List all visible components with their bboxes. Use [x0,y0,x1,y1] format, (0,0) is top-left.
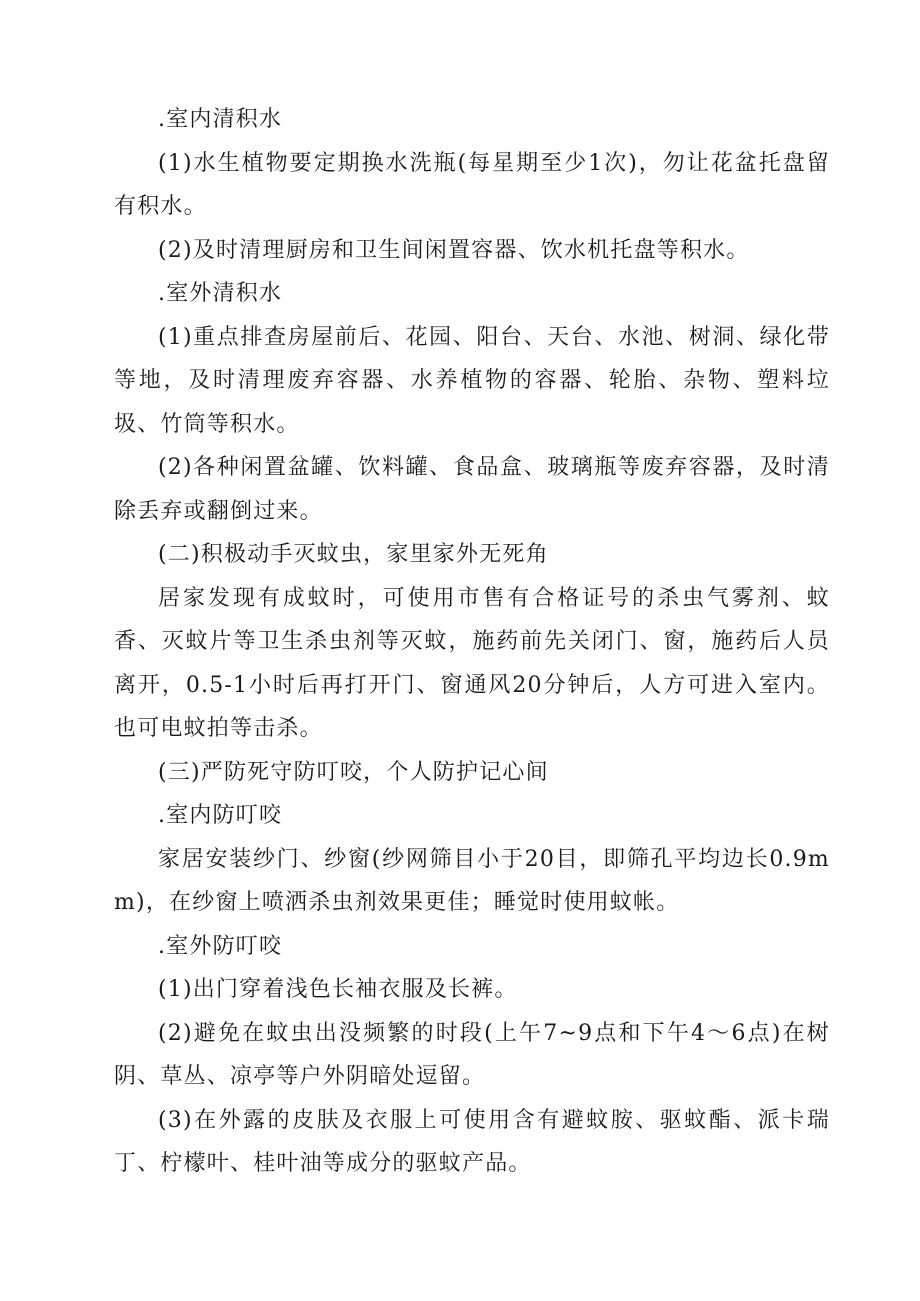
paragraph-aquatic-plants: (1)水生植物要定期换水洗瓶(每星期至少1次)，勿让花盆托盘留有积水。 [114,150,830,219]
paragraph-insecticide-use: 居家发现有成蚊时，可使用市售有合格证号的杀虫气雾剂、蚊香、灭蚊片等卫生杀虫剂等灭蚊，施药前先关闭门、窗，施药后人员离开，0.5-1小时后再打开门、窗通风20分钟后，人方可进入室内。也可电蚊拍等击杀。 [114,585,830,741]
paragraph-repellents: (3)在外露的皮肤及衣服上可使用含有避蚊胺、驱蚊酯、派卡瑞丁、柠檬叶、桂叶油等成分的驱蚊产品。 [114,1107,830,1176]
paragraph-screens: 家居安装纱门、纱窗(纱网筛目小于20目，即筛孔平均边长0.9mm)，在纱窗上喷洒杀虫剂效果更佳；睡觉时使用蚊帐。 [114,846,830,915]
section-heading-prevent-bites: (三)严防死守防叮咬，个人防护记心间 [158,759,549,785]
paragraph-clothing: (1)出门穿着浅色长袖衣服及长裤。 [158,977,518,1002]
section-heading-indoor-water: .室内清积水 [158,107,283,132]
document-body [114,98,830,1186]
section-heading-outdoor-bites: .室外防叮咬 [158,933,283,959]
paragraph-avoid-times: (2)避免在蚊虫出没频繁的时段(上午7~9点和下午4～6点)在树阴、草丛、凉亭等户外阴暗处逗留。 [114,1020,830,1089]
section-heading-outdoor-water: .室外清积水 [158,281,283,306]
section-heading-indoor-bites: .室内防叮咬 [158,803,283,828]
paragraph-idle-containers: (2)各种闲置盆罐、饮料罐、食品盒、玻璃瓶等废弃容器，及时清除丢弃或翻倒过来。 [114,455,830,524]
paragraph-outdoor-inspection: (1)重点排查房屋前后、花园、阳台、天台、水池、树洞、绿化带等地，及时清理废弃容器、水养植物的容器、轮胎、杂物、塑料垃圾、竹筒等积水。 [114,324,830,437]
paragraph-kitchen-bathroom: (2)及时清理厨房和卫生间闲置容器、饮水机托盘等积水。 [158,237,750,263]
section-heading-kill-mosquitoes: (二)积极动手灭蚊虫，家里家外无死角 [158,542,549,567]
